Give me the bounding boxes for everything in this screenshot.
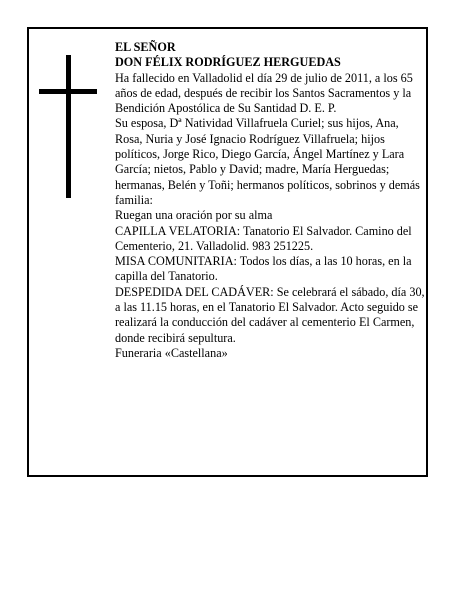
title-line-1: EL SEÑOR <box>115 40 176 54</box>
notice-text <box>115 40 425 361</box>
family-list: Su esposa, Dª Natividad Villafruela Curiel; sus hijos, Ana, Rosa, Nuria y José Ignacio Rodríguez Villafruela; hijos políticos, Jorge Rico, Diego García, Ángel Martínez y Lara García; nietos, Pablo y David; madre, María Herguedas; hermanas, Belén y Toñi; hermanos políticos, sobrinos y demás familia: <box>115 116 420 207</box>
mass-info: MISA COMUNITARIA: Todos los días, a las 10 horas, en la capilla del Tanatorio. <box>115 254 412 284</box>
cross-icon <box>39 55 97 198</box>
farewell-info: DESPEDIDA DEL CADÁVER: Se celebrará el sábado, día 30, a las 11.15 horas, en el Tanatorio El Salvador. Acto seguido se realizará la conducción del cadáver al cementerio El Carmen, donde recibirá sepultura. <box>115 284 425 345</box>
prayer-request: Ruegan una oración por su alma <box>115 208 273 223</box>
cross-vertical-bar <box>66 55 71 198</box>
death-announcement: Ha fallecido en Valladolid el día 29 de julio de 2011, a los 65 años de edad, después de recibir los Santos Sacramentos y la Bendición Apostólica de Su Santidad D. E. P. <box>115 70 413 116</box>
deceased-name: DON FÉLIX RODRÍGUEZ HERGUEDAS <box>115 55 341 70</box>
obituary-notice <box>27 27 428 477</box>
chapel-info: CAPILLA VELATORIA: Tanatorio El Salvador. Camino del Cementerio, 21. Valladolid. 983 251225. <box>115 223 412 253</box>
funeral-home: Funeraria «Castellana» <box>115 345 228 360</box>
cross-horizontal-bar <box>39 89 97 94</box>
